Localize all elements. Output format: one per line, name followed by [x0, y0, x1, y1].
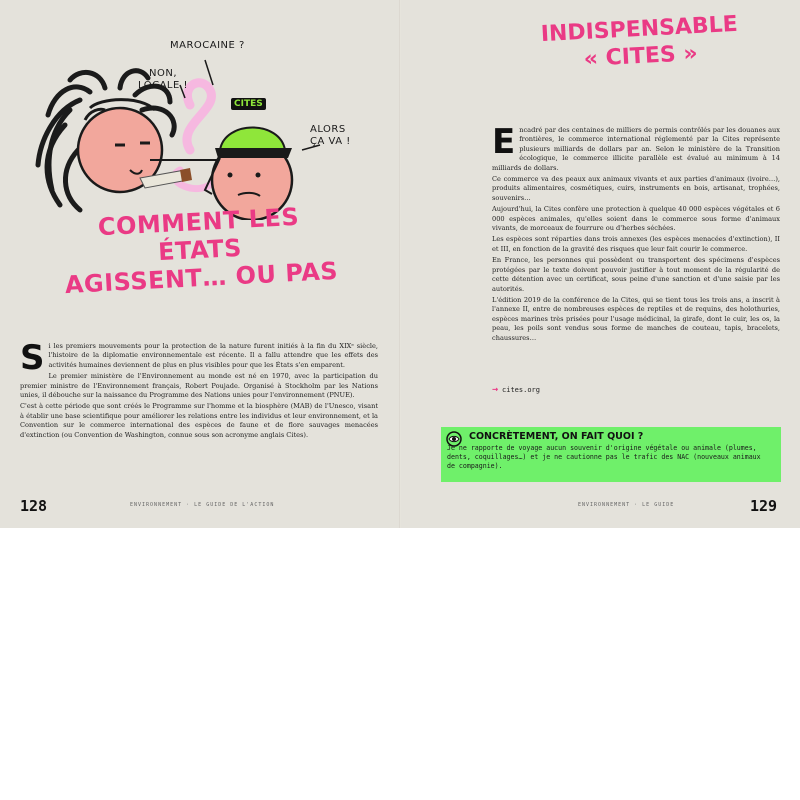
speech-bubble-alors-ca-va: ALORS ÇA VA !	[310, 124, 351, 147]
arrow-right-icon: →	[492, 384, 499, 395]
book-gutter	[399, 0, 401, 528]
speech-bubble-non-locale: NON, LOCALE !	[138, 68, 188, 91]
speech-bubble-marocaine: MAROCAINE ?	[170, 40, 245, 51]
title-line-2: « CITES »	[583, 41, 699, 72]
left-body-text	[20, 338, 378, 442]
right-body-text	[492, 122, 780, 345]
dropcap-s: S	[20, 338, 45, 378]
box-text: Je ne rapporte de voyage aucun souvenir d'origine végétale ou animale (plumes, dents, coquillages…) et je ne cautionne pas le trafic des NAC (nouveaux animaux de compagnie).	[447, 444, 761, 470]
box-title: CONCRÈTEMENT, ON FAIT QUOI ?	[469, 431, 644, 442]
right-paragraph-3: Aujourd'hui, la Cites confère une protection à quelque 40 000 espèces végétales et 6 000 espèces animales, qu'elles soient dans le commerce sous forme d'animaux vivants, de morceaux de fourrure ou d'herbes séchées.	[492, 205, 780, 233]
right-paragraph-5: En France, les personnes qui possèdent ou transportent des spécimens d'espèces protégées par le texte doivent pouvoir justifier à tout moment de la régularité de cette détention avec un certificat, sous peine d'une sanction et d'une saisie par les autorités.	[492, 256, 780, 293]
title-line-1: COMMENT LES ÉTATS	[97, 202, 300, 267]
right-page-title	[539, 11, 742, 75]
cites-link[interactable]	[492, 384, 540, 395]
title-line-2: AGISSENT… OU PAS	[64, 256, 339, 300]
concretement-box	[441, 427, 781, 482]
page-number-left: 128	[20, 497, 48, 515]
left-paragraph-3: C'est à cette période que sont créés le Programme sur l'homme et la biosphère (MAB) de l'Unesco, visant à établir une base scientifique pour améliorer les relations entre les individus et leur environnement, et la Convention sur le commerce international des espèces de faune et de flore sauvages menacées d'extinction (ou Convention de Washington, connue sous son acronyme anglais Cites).	[20, 402, 378, 439]
title-line-1: INDISPENSABLE	[540, 11, 739, 48]
cap-badge: CITES	[231, 98, 266, 110]
cites-link-text: cites.org	[502, 386, 540, 394]
running-head-right: ENVIRONNEMENT · LE GUIDE	[578, 502, 675, 508]
left-paragraph-2: Le premier ministère de l'Environnement au monde est né en 1970, avec la participation du premier ministre de l'Environnement français, Robert Poujade. Organisé à Stockholm par les Nations unies, il débouche sur la naissance du Programme des Nations unies pour l'environnement (PNUE).	[20, 372, 378, 400]
right-paragraph-4: Les espèces sont réparties dans trois annexes (les espèces menacées d'extinction), II et III, en fonction de la gravité des risques que leur fait courir le commerce.	[492, 235, 780, 253]
right-paragraph-1: Encadré par des centaines de milliers de permis contrôlés par les douanes aux frontières, le commerce international réglementé par la Cites représente plusieurs milliards de dollars par an. Selon le ministère de la Transition écologique, le commerce illicite parallèle est évalué au minimum à 14 milliards de dollars.	[492, 122, 780, 172]
right-paragraph-2: Ce commerce va des peaux aux animaux vivants et aux parties d'animaux (ivoire…), produits alimentaires, cosmétiques, cuirs, instruments en bois, artisanat, trophées, souvenirs…	[492, 175, 780, 202]
left-page-title	[53, 200, 347, 299]
right-paragraph-6: L'édition 2019 de la conférence de la Cites, qui se tient tous les trois ans, a inscrit à l'annexe II, entre de nombreuses espèces de reptiles et de requins, des holothuries, espèces marines très prisées pour l'usage médicinal, la girafe, dont le cuir, les os, la peau, les poils sont vendus sous forme de manches de couteau, tapis, bracelets, chaussures…	[492, 295, 780, 342]
page-number-right: 129	[750, 497, 778, 515]
dropcap-e: E	[492, 122, 516, 162]
running-head-left: ENVIRONNEMENT · LE GUIDE DE L'ACTION	[130, 502, 275, 508]
left-paragraph-1: Si les premiers mouvements pour la protection de la nature furent initiés à la fin du XIXᵉ siècle, l'histoire de la diplomatie environnementale est récente. Il a fallu attendre que les effets des activités humaines deviennent de plus en plus visibles pour que les États s'en emparent.	[20, 338, 378, 378]
